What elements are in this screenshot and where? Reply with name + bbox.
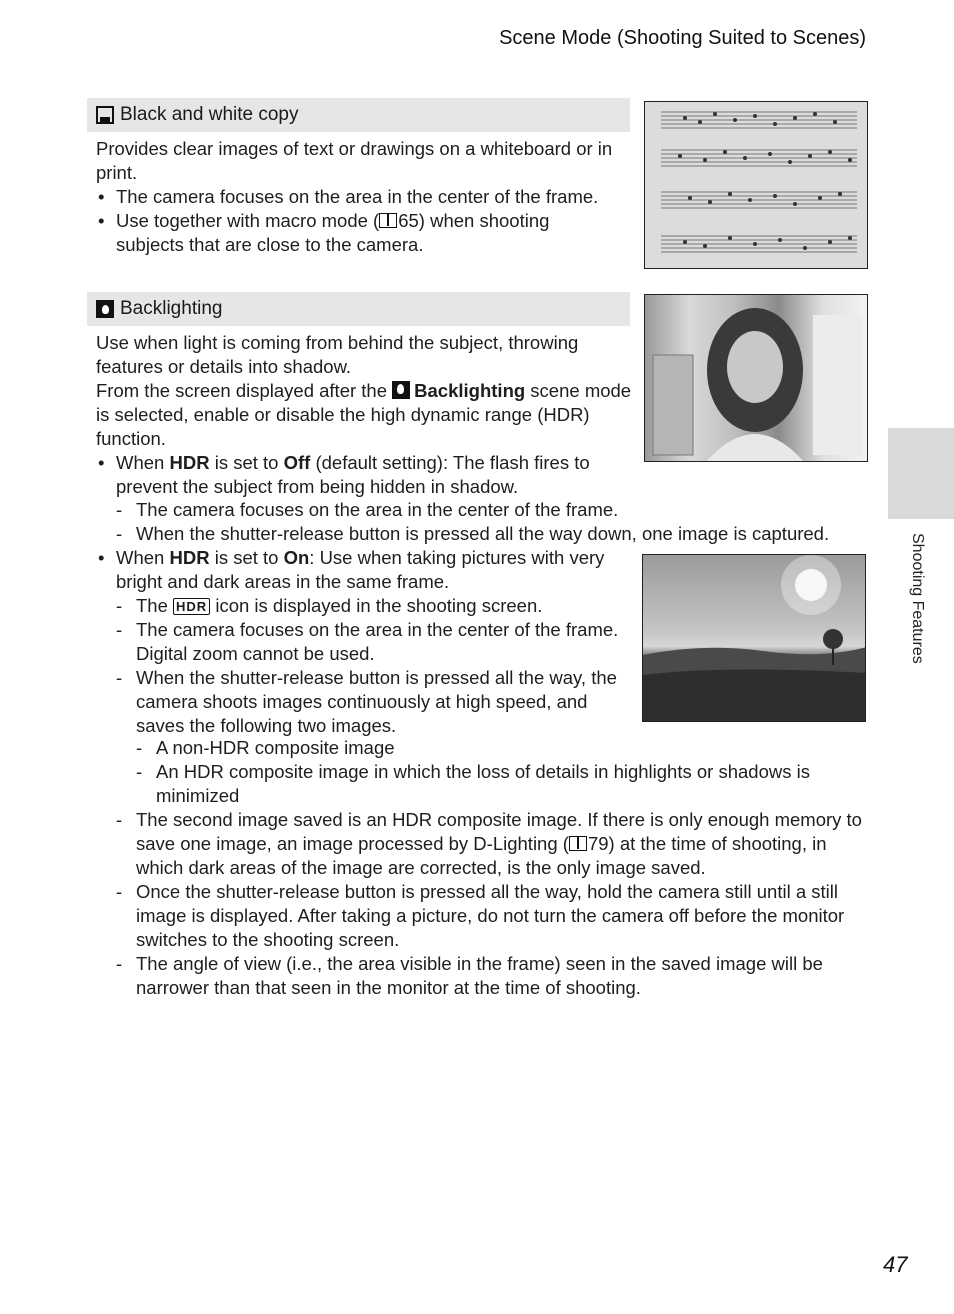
dash-item: - When the shutter-release button is pressed all the way down, one image is captured. xyxy=(96,522,866,546)
text-run: is set to xyxy=(209,547,284,568)
sub-dash-item: - An HDR composite image in which the loss of details in highlights or shadows is minimized xyxy=(96,760,866,808)
hdr-on-section xyxy=(96,546,626,738)
bold-term: HDR xyxy=(169,547,210,568)
dash-item xyxy=(96,808,866,880)
sub-dash-item: - A non-HDR composite image xyxy=(96,736,866,760)
text-run: scene mode is selected, enable or disable the high dynamic range (HDR) function. xyxy=(96,380,632,449)
section-heading-backlighting xyxy=(87,292,630,326)
page-reference: 79 xyxy=(587,833,609,854)
bw-copy-bullet: • The camera focuses on the area in the center of the frame. xyxy=(96,185,616,209)
section-title: Black and white copy xyxy=(120,104,299,125)
hdr-icon: HDR xyxy=(173,598,210,615)
text-run: : Use when taking pictures with very bright and dark areas in the same frame. xyxy=(116,547,605,592)
text-run: The second image saved is an HDR composite image. If there is only enough memory to save one image, an image processed by D-Lighting ( xyxy=(136,809,862,854)
section-title: Backlighting xyxy=(120,298,223,319)
dash-item: - The camera focuses on the area in the center of the frame. Digital zoom cannot be used. xyxy=(96,618,626,666)
sheet-music-photo xyxy=(644,101,868,269)
bw-copy-intro: Provides clear images of text or drawings on a whiteboard or in print. xyxy=(96,138,613,183)
page-header-title: Scene Mode (Shooting Suited to Scenes) xyxy=(499,27,866,49)
text-run: ) at the time of shooting, in which dark areas of the image are corrected, is the only image saved. xyxy=(136,833,827,878)
chapter-label: Shooting Features xyxy=(909,533,926,664)
dash-item xyxy=(96,594,626,618)
sheet-music-illustration xyxy=(645,102,868,269)
backlighting-hdr-intro xyxy=(96,379,636,451)
text-run: From the screen displayed after the xyxy=(96,380,393,401)
chapter-tab xyxy=(888,428,954,519)
backlit-portrait-photo xyxy=(644,294,868,462)
hdr-on-details xyxy=(96,736,866,1000)
backlighting-icon xyxy=(392,381,410,399)
book-reference-icon xyxy=(379,213,397,228)
dash-item: - The angle of view (i.e., the area visible in the frame) seen in the saved image will be narrower than that seen in the monitor at the time of shooting. xyxy=(96,952,866,1000)
book-reference-icon xyxy=(569,836,587,851)
hdr-off-bullet xyxy=(96,451,616,499)
backlighting-intro: Use when light is coming from behind the subject, throwing features or details into shadow. xyxy=(96,332,579,377)
bold-term: On xyxy=(283,547,310,568)
text-run: The xyxy=(136,595,174,616)
hdr-on-bullet xyxy=(96,546,626,594)
backlighting-body-top xyxy=(96,331,636,499)
portrait-illustration xyxy=(645,295,868,462)
bold-term: Off xyxy=(283,452,311,473)
hdr-off-details xyxy=(96,498,866,546)
backlighting-icon xyxy=(96,300,114,318)
section-heading-bw-copy xyxy=(87,98,630,132)
text-run: icon is displayed in the shooting screen. xyxy=(210,595,543,616)
text-run: is set to xyxy=(209,452,284,473)
text-run: ) when shooting subjects that are close to the camera. xyxy=(116,210,550,255)
dash-item: - The camera focuses on the area in the center of the frame. xyxy=(96,498,866,522)
text-run: Use together with macro mode ( xyxy=(116,210,380,231)
hdr-landscape-photo xyxy=(642,554,866,722)
black-and-white-copy-icon xyxy=(96,106,114,124)
dash-item: - Once the shutter-release button is pressed all the way, hold the camera still until a still image is displayed. After taking a picture, do not turn the camera off before the monitor switches to the shooting screen. xyxy=(96,880,866,952)
bold-term: Backlighting xyxy=(414,380,526,401)
bw-copy-body xyxy=(96,137,616,257)
text-run: (default setting): The flash fires to prevent the subject from being hidden in shadow. xyxy=(116,452,590,497)
dash-item: - When the shutter-release button is pressed all the way, the camera shoots images continuously at high speed, and saves the following two images. xyxy=(96,666,626,738)
bold-term: HDR xyxy=(169,452,210,473)
page-reference: 65 xyxy=(398,210,419,231)
text-run: When xyxy=(116,452,170,473)
page-number: 47 xyxy=(883,1252,908,1277)
landscape-illustration xyxy=(643,555,866,722)
bw-copy-bullet xyxy=(96,209,616,257)
text-run: When xyxy=(116,547,170,568)
